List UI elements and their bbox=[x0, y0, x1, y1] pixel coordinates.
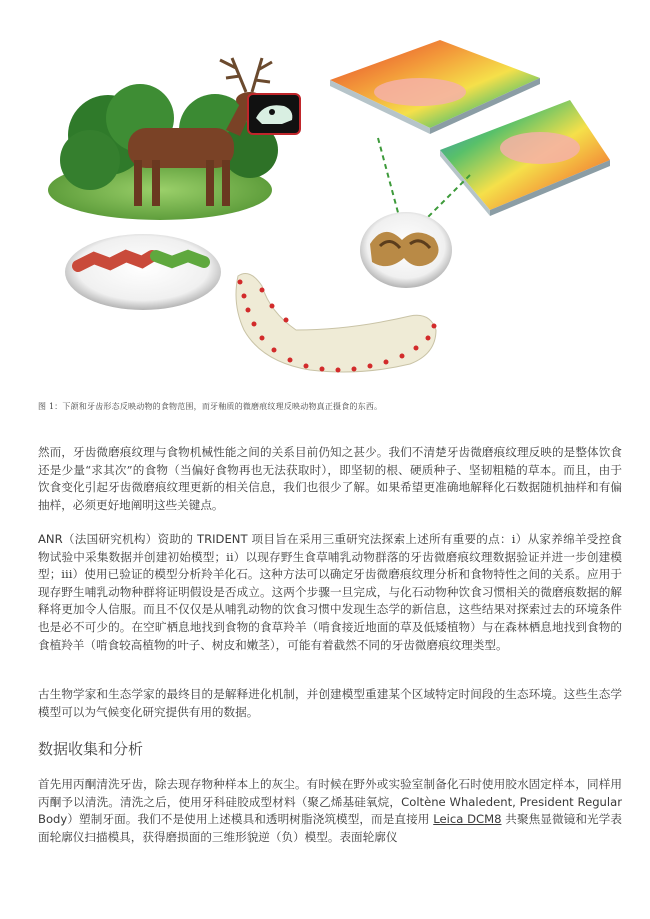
skull-icon bbox=[248, 94, 300, 134]
paragraph-4-text-c: 共聚焦显微镜和光学表面轮廓仪扫描模具，获得磨损面的三维形貌逆（负）模型。表面轮廓仪 bbox=[38, 812, 622, 844]
tooth-cross-section bbox=[360, 212, 452, 288]
coltene-product: Coltène Whaledent, President Regular Body bbox=[38, 794, 622, 827]
paragraph-2-text-b: 项目旨在采用三重研究法探索上述所有重要的点：i）从家养绵羊受控食物试验中采集数据并创建初始模型；ii）以现存野生食草哺乳动物群落的牙齿微磨痕纹理数据验证并进一步创建模型；iii）使用已验证的模型分析羚羊化石。这种方法可以确定牙齿微磨痕纹理分析和食物特性之间的关系。应用于现存野生哺乳动物种群将证明假设是否成立。这两个步骤一旦完成，与化石动物种饮食习惯相关的微磨痕数据的解释将更加令人信服。而且不仅仅是从哺乳动物的饮食习惯中发现生态学的新信息，这些结果对探索过去的环境条件也是必不可少的。在空旷栖息地找到食物的食草羚羊（啃食接近地面的草及低矮植物）与在森林栖息地找到食物的食植羚羊（啃食较高植物的叶子、树皮和嫩茎），可能有着截然不同的牙齿微磨痕纹理类型。 bbox=[38, 532, 623, 652]
figure-caption: 图 1：下颌和牙齿形态反映动物的食物范围，而牙釉质的微磨痕纹理反映动物真正摄食的东西。 bbox=[38, 402, 383, 411]
leica-dcm8-link[interactable]: Leica DCM8 bbox=[433, 812, 502, 827]
paragraph-4-text-a: 首先用丙酮清洗牙齿，除去现存物种样本上的灰尘。有时候在野外或实验室制备化石时使用胶水固定样本，同样用丙酮予以清洗。清洗之后，使用牙科硅胶成型材料（聚乙烯基硅氧烷， bbox=[38, 777, 622, 809]
paragraph-4 bbox=[38, 776, 622, 846]
anr-label: ANR bbox=[38, 532, 63, 546]
figure-illustration bbox=[0, 0, 650, 395]
jaw-bone bbox=[236, 274, 437, 373]
deer-illustration bbox=[48, 58, 278, 220]
teeth-close-up bbox=[65, 234, 221, 310]
paragraph-2 bbox=[38, 531, 622, 654]
paragraph-2-text-a: （法国研究机构）资助的 bbox=[62, 532, 197, 546]
paragraph-1: 然而，牙齿微磨痕纹理与食物机械性能之间的关系目前仍知之甚少。我们不清楚牙齿微磨痕纹理反映的是整体饮食还是少量“求其次”的食物（当偏好食物再也无法获取时），即坚韧的根、硬质种子、坚韧粗糙的草本。而且，由于饮食变化引起牙齿微磨痕纹理更新的相关信息，我们也很少了解。如果希望更准确地解释化石数据随机抽样和有偏抽样，必须更好地阐明这些关键点。 bbox=[38, 445, 622, 512]
paragraph-3: 古生物学家和生态学家的最终目的是解释进化机制，并创建模型重建某个区域特定时间段的生态环境。这些生态学模型可以为气候变化研究提供有用的数据。 bbox=[38, 687, 622, 719]
section-heading: 数据收集和分析 bbox=[38, 740, 144, 758]
trident-label: TRIDENT bbox=[197, 532, 248, 546]
paragraph-4-text-b: ）塑制牙面。我们不是使用上述模具和透明树脂浇筑模型，而是直接用 bbox=[67, 812, 434, 827]
surface-texture-map bbox=[330, 40, 610, 216]
